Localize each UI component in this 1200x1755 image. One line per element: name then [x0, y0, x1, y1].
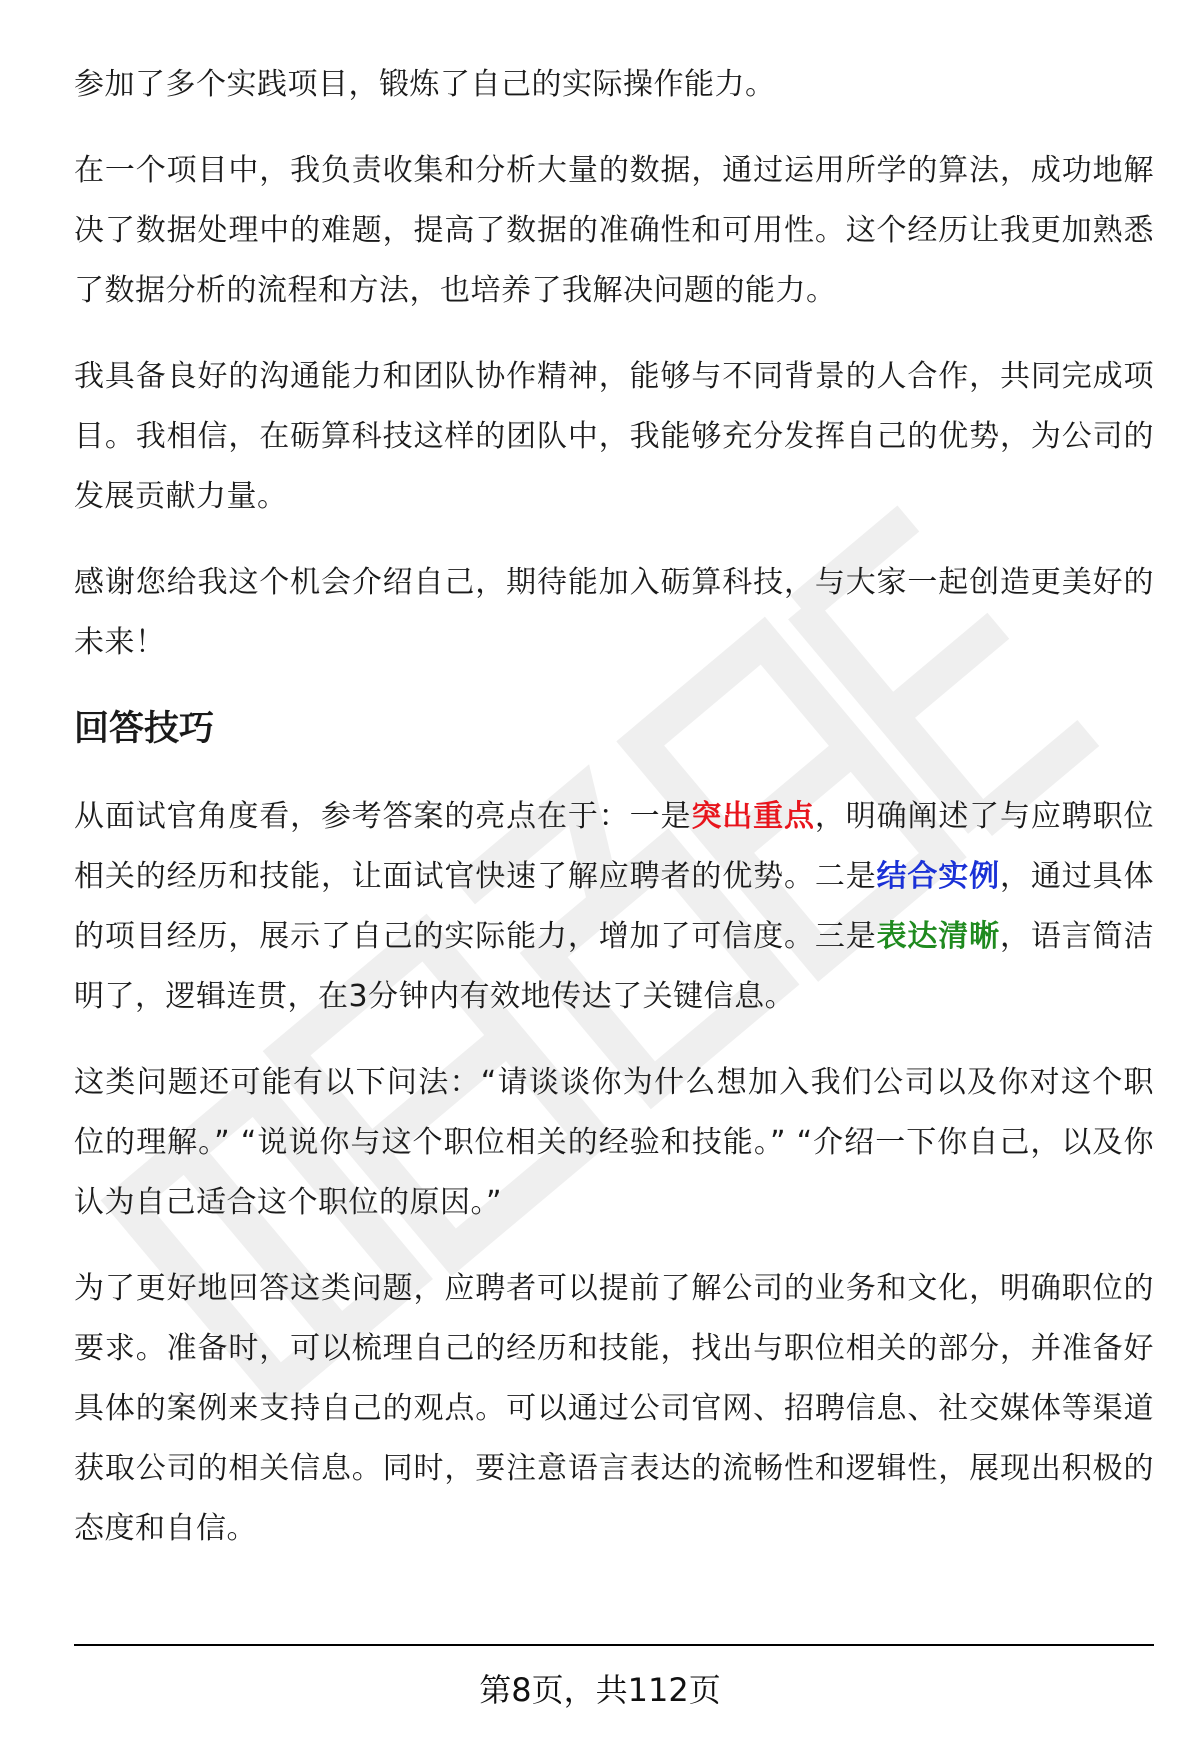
text-run: ，语言简洁明了，逻辑连贯，在3分钟内有效地传达了关键信息。: [74, 919, 1155, 1014]
text-run: ，通过具体的项目经历，展示了自己的实际能力，增加了可信度。三是: [74, 859, 1155, 954]
text-run: ，明确阐述了与应聘职位相关的经历和技能，让面试官快速了解应聘者的优势。二是: [74, 799, 1155, 894]
page-number: 第8页，共112页: [479, 1671, 721, 1709]
body-paragraph: 我具备良好的沟通能力和团队协作精神，能够与不同背景的人合作，共同完成项目。我相信，在砺算科技这样的团队中，我能够充分发挥自己的优势，为公司的发展贡献力量。: [74, 359, 1154, 514]
tips-paragraph-highlights: [74, 787, 1154, 1027]
text-run: 从面试官角度看，参考答案的亮点在于：一是: [74, 799, 692, 834]
highlight-clear-expression: 表达清晰: [876, 919, 1001, 954]
section-heading: 回答技巧: [74, 709, 215, 749]
tips-paragraph-variants: 这类问题还可能有以下问法：“请谈谈你为什么想加入我们公司以及你对这个职位的理解。” “说说你与这个职位相关的经验和技能。” “介绍一下你自己，以及你认为自己适合这个职位的原因。”: [74, 1065, 1154, 1220]
page-content: [74, 55, 1154, 1585]
body-paragraph: 感谢您给我这个机会介绍自己，期待能加入砺算科技，与大家一起创造更美好的未来！: [74, 565, 1154, 660]
highlight-key-point: 突出重点: [691, 799, 815, 834]
tips-paragraph-preparation: 为了更好地回答这类问题，应聘者可以提前了解公司的业务和文化，明确职位的要求。准备时，可以梳理自己的经历和技能，找出与职位相关的部分，并准备好具体的案例来支持自己的观点。可以通过公司官网、招聘信息、社交媒体等渠道获取公司的相关信息。同时，要注意语言表达的流畅性和逻辑性，展现出积极的态度和自信。: [74, 1271, 1154, 1546]
body-paragraph: 参加了多个实践项目，锻炼了自己的实际操作能力。: [74, 67, 776, 102]
highlight-with-examples: 结合实例: [876, 859, 1001, 894]
body-paragraph: 在一个项目中，我负责收集和分析大量的数据，通过运用所学的算法，成功地解决了数据处理中的难题，提高了数据的准确性和可用性。这个经历让我更加熟悉了数据分析的流程和方法，也培养了我解决问题的能力。: [74, 153, 1154, 308]
footer-divider: [74, 1644, 1154, 1646]
